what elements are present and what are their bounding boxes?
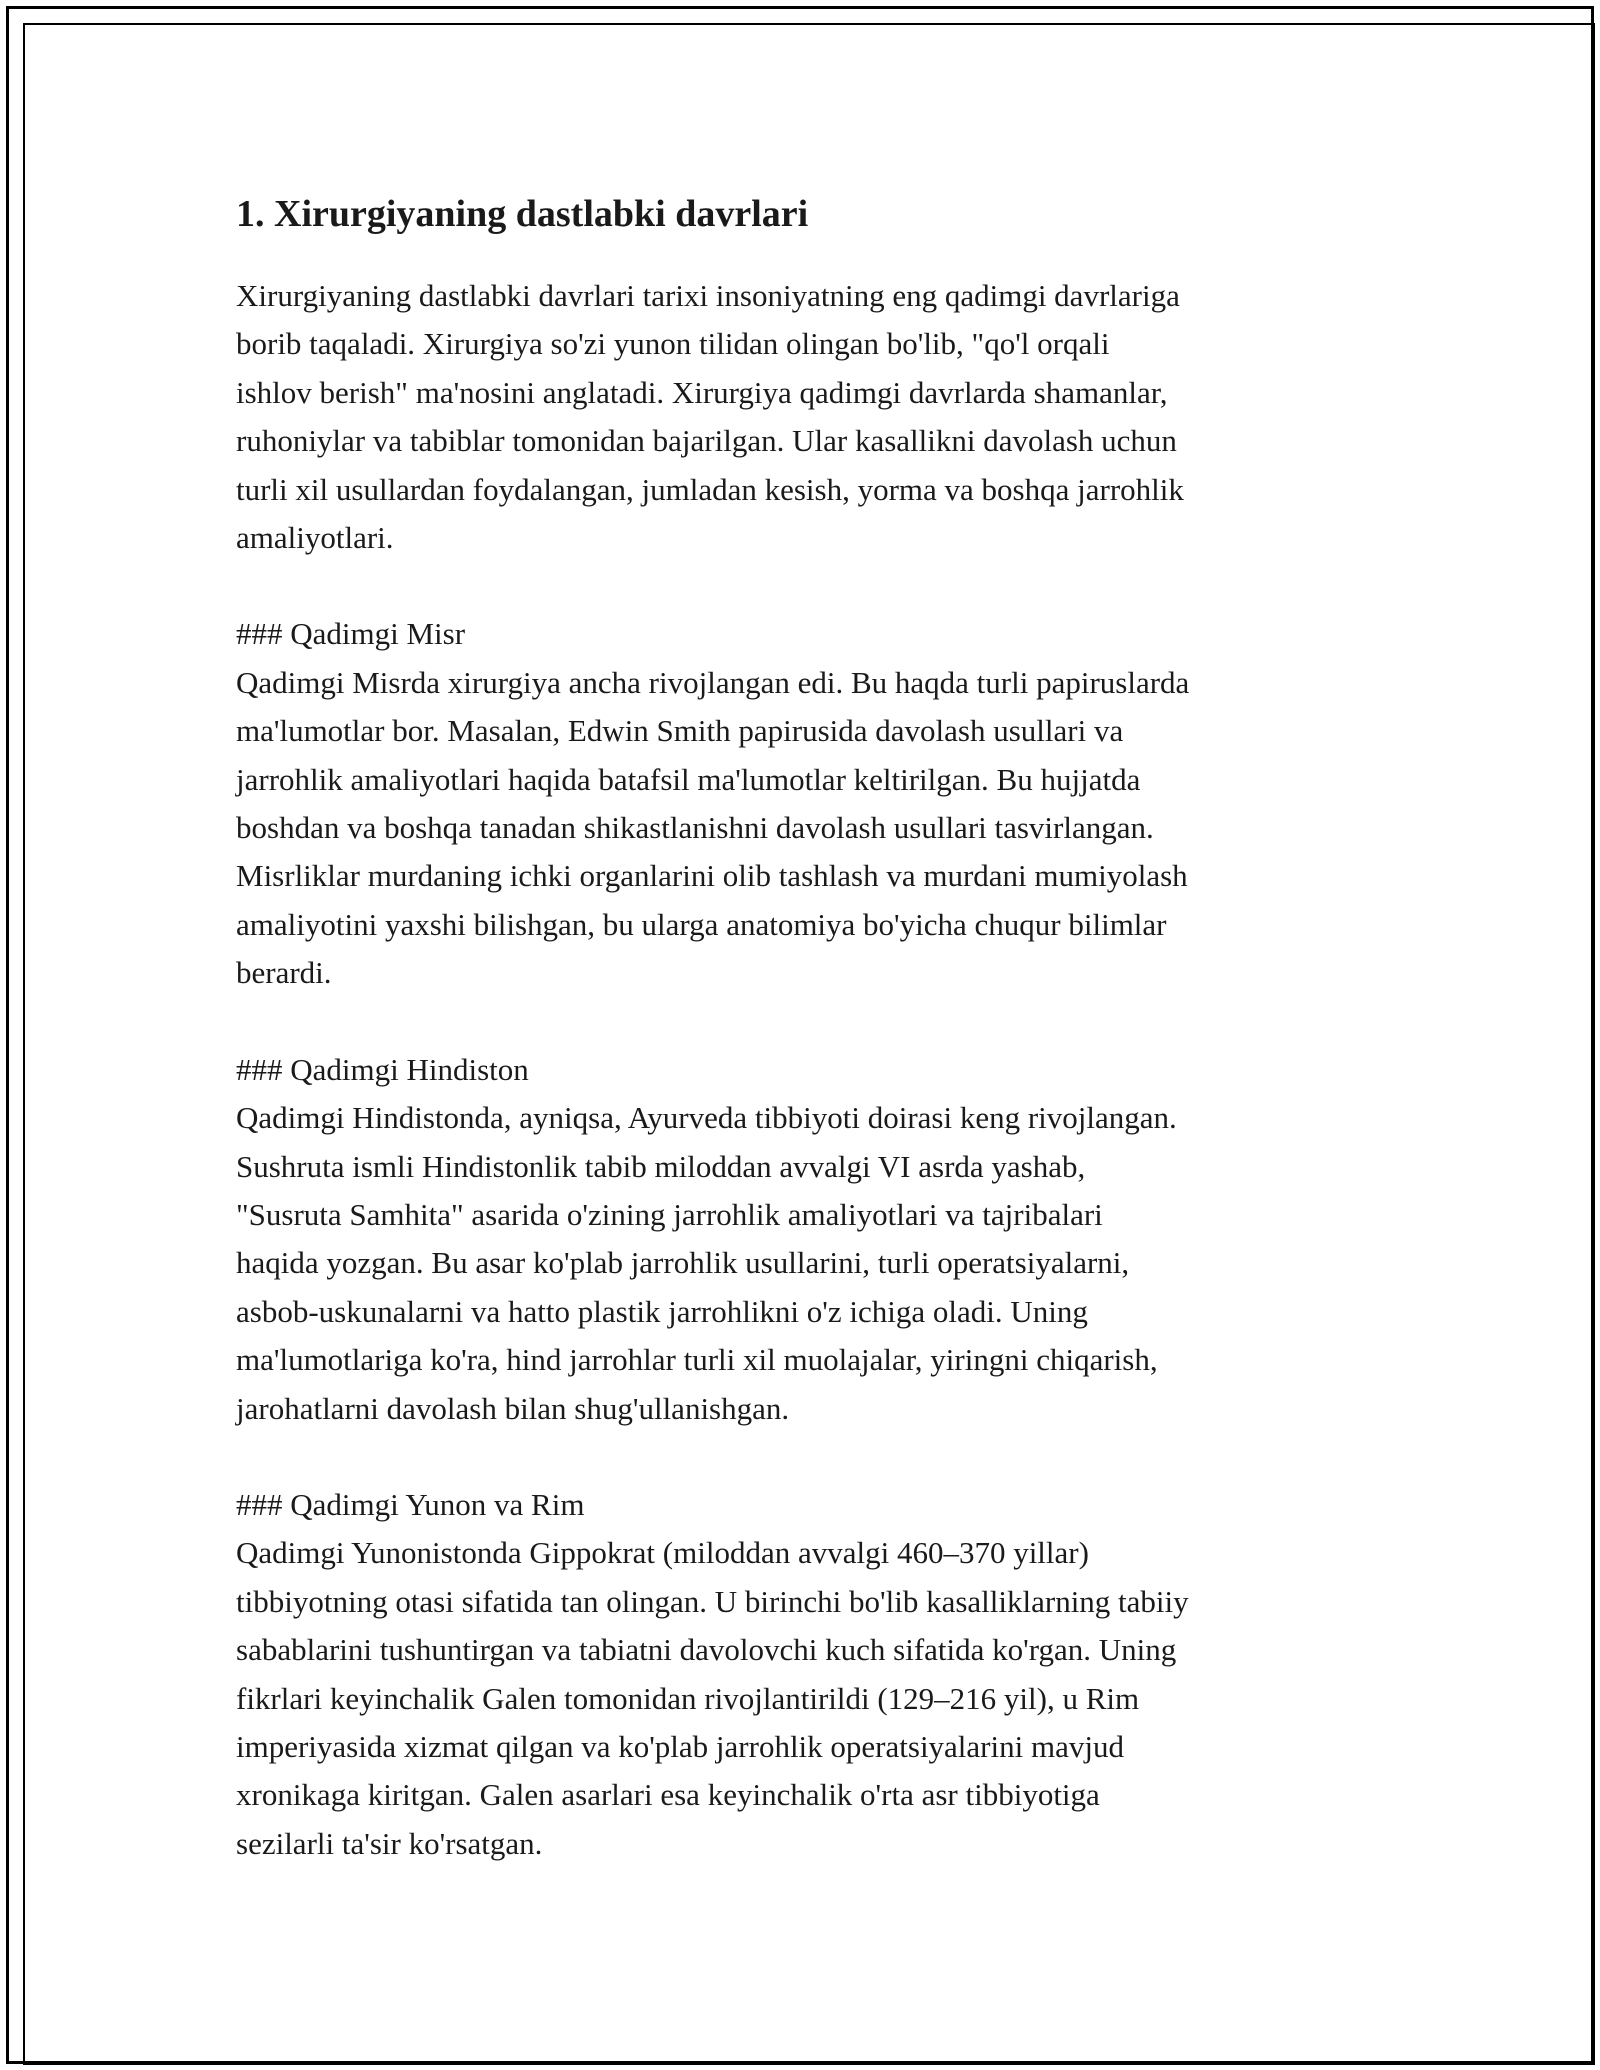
section-text-yunon-rim: Qadimgi Yunonistonda Gippokrat (miloddan avvalgi 460–370 yillar) tibbiyotning otasi sifatida tan olingan. U birinchi bo'lib kasalliklarning tabiiy sabablarini tushuntirgan va tabiatni davolovchi kuch sifatida ko'rgan. Uning fikrlari keyinchalik Galen tomonidan rivojlantirildi (129–216 yil), u Rim imperiyasida xizmat qilgan va ko'plab jarrohlik operatsiyalarini mavjud xronikaga kiritgan. Galen asarlari esa keyinchalik o'rta asr tibbiyotiga sezilarli ta'sir ko'rsatgan. bbox=[236, 1535, 1189, 1861]
section-heading-yunon-rim: ### Qadimgi Yunon va Rim bbox=[236, 1486, 585, 1522]
intro-paragraph: Xirurgiyaning dastlabki davrlari tarixi insoniyatning eng qadimgi davrlariga borib taqaladi. Xirurgiya so'zi yunon tilidan olingan bo'lib, "qo'l orqali ishlov berish" ma'nosini anglatadi. Xirurgiya qadimgi davrlarda shamanlar, ruhoniylar va tabiblar tomonidan bajarilgan. Ular kasallikni davolash uchun turli xil usullardan foydalangan, jumladan kesish, yorma va boshqa jarrohlik amaliyotlari. bbox=[236, 278, 1184, 556]
section-heading-hindiston: ### Qadimgi Hindiston bbox=[236, 1051, 529, 1087]
document-title: 1. Xirurgiyaning dastlabki davrlari bbox=[236, 193, 809, 235]
section-text-misr: Qadimgi Misrda xirurgiya ancha rivojlangan edi. Bu haqda turli papiruslarda ma'lumotlar bor. Masalan, Edwin Smith papirusida davolash usullari va jarrohlik amaliyotlari haqida batafsil ma'lumotlar keltirilgan. Bu hujjatda boshdan va boshqa tanadan shikastlanishni davolash usullari tasvirlangan. Misrliklar murdaning ichki organlarini olib tashlash va murdani mumiyolash amaliyotini yaxshi bilishgan, bu ularga anatomiya bo'yicha chuqur bilimlar berardi. bbox=[236, 664, 1190, 991]
document-body bbox=[236, 186, 1386, 1868]
section-text-hindiston: Qadimgi Hindistonda, ayniqsa, Ayurveda tibbiyoti doirasi keng rivojlangan. Sushruta ismli Hindistonlik tabib miloddan avvalgi VI asrda yashab, "Susruta Samhita" asarida o'zining jarrohlik amaliyotlari va tajribalari haqida yozgan. Bu asar ko'plab jarrohlik usullarini, turli operatsiyalarni, asbob-uskunalarni va hatto plastik jarrohlikni o'z ichiga oladi. Uning ma'lumotlariga ko'ra, hind jarrohlar turli xil muolajalar, yiringni chiqarish, jarohatlarni davolash bilan shug'ullanishgan. bbox=[236, 1100, 1177, 1426]
section-heading-misr: ### Qadimgi Misr bbox=[236, 616, 466, 652]
